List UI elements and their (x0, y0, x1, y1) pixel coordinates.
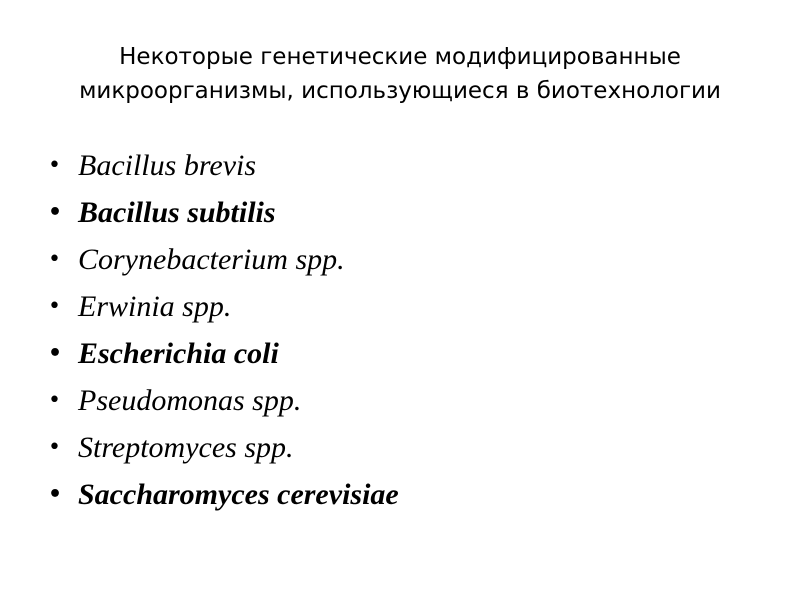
list-item (48, 189, 399, 236)
list-item-text: Corynebacterium spp. (78, 242, 345, 276)
bullet-icon: • (48, 152, 61, 178)
bullet-icon: • (48, 246, 61, 272)
list-item (48, 377, 399, 424)
slide-title-line-2: микроорганизмы, использующиеся в биотехнологии (79, 78, 721, 104)
list-item (48, 330, 399, 377)
list-item-text: Bacillus brevis (78, 148, 257, 182)
list-item-text: Erwinia spp. (78, 289, 232, 323)
list-item-text: Escherichia coli (78, 336, 279, 370)
bullet-icon: • (48, 199, 63, 225)
list-item (48, 471, 399, 518)
microorganism-list (48, 142, 399, 518)
bullet-icon: • (48, 434, 61, 460)
list-item (48, 283, 399, 330)
slide-title-line-1: Некоторые генетические модифицированные (119, 44, 681, 70)
bullet-icon: • (48, 293, 61, 319)
list-item-text: Bacillus subtilis (78, 195, 276, 229)
bullet-icon: • (48, 387, 61, 413)
list-item-text: Pseudomonas spp. (78, 383, 302, 417)
bullet-icon: • (48, 481, 63, 507)
list-item (48, 142, 399, 189)
bullet-icon: • (48, 340, 63, 366)
list-item-text: Streptomyces spp. (78, 430, 294, 464)
slide-title (40, 40, 760, 108)
list-item (48, 424, 399, 471)
list-item (48, 236, 399, 283)
list-item-text: Saccharomyces cerevisiae (78, 477, 399, 511)
